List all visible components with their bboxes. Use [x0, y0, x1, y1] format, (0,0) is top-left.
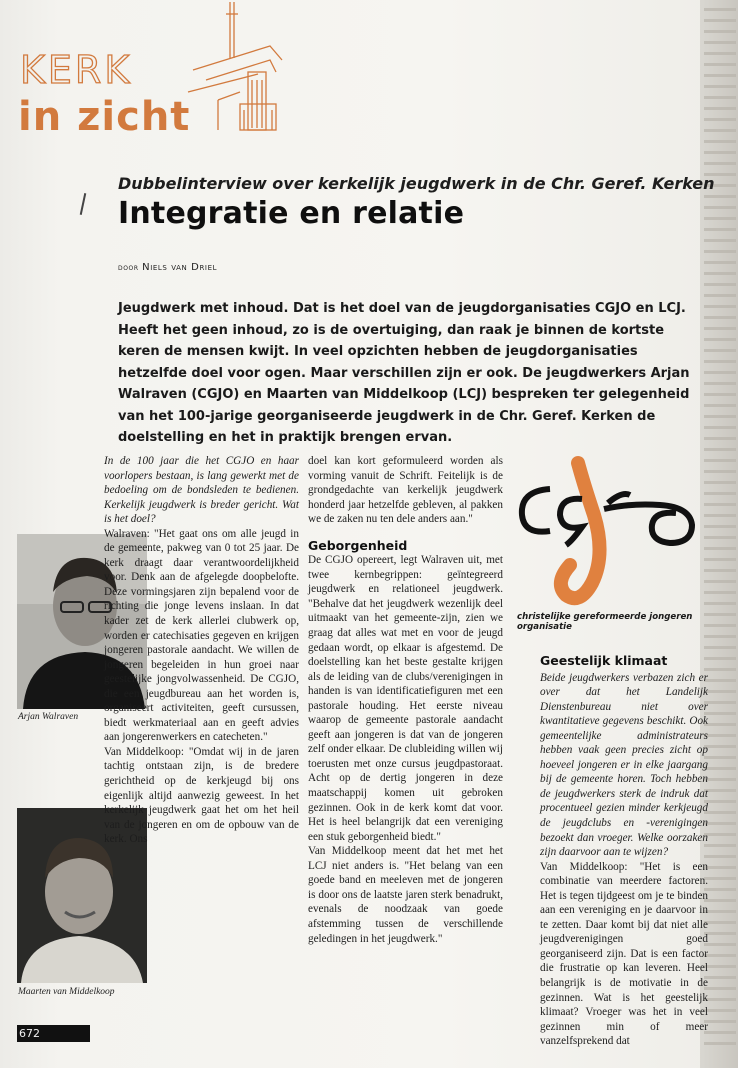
masthead-kerk: KERK: [20, 48, 133, 92]
page-number: 672: [17, 1025, 90, 1042]
interview-question-1: In de 100 jaar die het CGJO en haar voorlopers bestaan, is lang gewerkt met de bedoeling om de bondsleden te bedienen. Kerkelijk jeugdwerk is breder gericht. Wat is het doel?: [104, 455, 299, 526]
interview-question-2: Beide jeugdwerkers verbazen zich er over dat het Landelijk Dienstenbureau niet over kwantitatieve gegevens beschikt. Ook gemeentelijke administrateurs hebben vaak geen precies zicht op hoeveel jongeren er in elke jaargang bij de gemeente horen. Toch hebben de jeugdwerkers sterk de indruk dat procentueel gezien minder kerkjeugd de jeugdclubs en -verenigingen bezoekt dan vroeger. Welke oorzaken zijn daarvoor aan te wijzen?: [540, 671, 708, 859]
subheading-geborgenheid: Geborgenheid: [308, 537, 408, 553]
paragraph-middelkoop-2: Van Middelkoop: "Het is een combinatie van meerdere factoren. Het is tegen tijdgeest om je te binden aan een vereniging en je daarvoor in te zetten. Daar komt bij dat niet alle jeugdverenigingen goed georganiseerd zijn. Dat is een factor die frustratie op kan leveren. Heel belangrijk is de motivatie in de gezinnen. Wat is het geestelijk klimaat? Vroeger was het in veel gezinnen min of meer vanzelfsprekend dat: [540, 860, 708, 1048]
byline-prefix: door: [118, 263, 139, 273]
article-title: Integratie en relatie: [118, 196, 465, 231]
photo-caption-2: Maarten van Middelkoop: [18, 987, 115, 997]
paragraph-middelkoop-1: Van Middelkoop: "Omdat wij in de jaren tachtig ontstaan zijn, is de bredere gerichtheid op de kerkjeugd bij ons eigenlijk altijd aanwezig geweest. In het kerkelijk jeugdwerk gaat het om het heil van de jongeren en om de opbouw van de kerk. Ons: [104, 745, 299, 846]
paragraph-col2-3: Van Middelkoop meent dat het met het LCJ niet anders is. "Het belang van een goede band en meeleven met de jongeren is door ons de laatste jaren sterk benadrukt, evenals de noodzaak van goede afstemming tussen de verschillende geledingen in het jeugdwerk.": [308, 845, 503, 945]
cgjo-logo-tagline: christelijke gereformeerde jongeren organisatie: [517, 612, 693, 632]
article-column-2: [308, 454, 503, 946]
article-column-3: [540, 654, 708, 1049]
paragraph-col2-1: doel kan kort geformuleerd worden als vorming vanuit de Schrift. Feitelijk is de grondgedachte van kerkelijk jeugdwerk honderd jaar hetzelfde gebleven, al pakken we de zaken nu ten dele anders aan.": [308, 455, 503, 526]
byline-author: Niels van Driel: [142, 262, 218, 273]
byline: [118, 262, 217, 273]
cgjo-logo-icon: [510, 455, 700, 610]
article-kicker: Dubbelinterview over kerkelijk jeugdwerk in de Chr. Geref. Kerken: [118, 174, 715, 193]
paragraph-walraven-1: Walraven: "Het gaat ons om alle jeugd in de gemeente, pakweg van 0 tot 25 jaar. De kerk draagt daar verantwoordelijkheid voor. Denk aan de afgelegde doopbelofte. Deze vormingsjaren zijn bepalend voor de richting die jonge levens inslaan. In dat kader zet de kerk allerlei clubwerk op, worden er catechisaties gegeven en krijgen jongeren pastorale aandacht. We willen de jongeren begeleiden in hun groei naar geestelijke jongvolwassenheid. De CGJO, die een jeugdbureau aan het worden is, organiseert activiteiten, geeft cursussen, biedt werkmateriaal aan en geeft advies aan jongerenwerkers en catecheten.": [104, 527, 299, 744]
masthead-in-zicht: in zicht: [18, 94, 191, 140]
lead-paragraph: Jeugdwerk met inhoud. Dat is het doel van de jeugdorganisaties CGJO en LCJ. Heeft het geen inhoud, zo is de overtuiging, dan raak je binnen de kortste keren de mensen kwijt. In veel opzichten hebben de jeugdorganisaties hetzelfde doel voor ogen. Maar verschillen zijn er ook. De jeugdwerkers Arjan Walraven (CGJO) en Maarten van Middelkoop (LCJ) bespreken ter gelegenheid van het 100-jarige georganiseerde jeugdwerk in de Chr. Geref. Kerken de doelstelling en het in praktijk brengen ervan.: [118, 301, 690, 445]
photo-caption-1: Arjan Walraven: [18, 712, 79, 722]
paragraph-col2-2: De CGJO opereert, legt Walraven uit, met twee kernbegrippen: geïntegreerd jeugdwerk en relationeel jeugdwerk. "Behalve dat het jeugdwerk wezenlijk deel uitmaakt van het gemeente-zijn, zien we graag dat alles wat met en voor de jeugd gedaan wordt, op elkaar is afgestemd. De doelstelling kan het beste gestalte krijgen als de leiding van de clubs/verenigingen in handen is van identificatiefiguren met een pastorale houding. Het eerste niveau waarop de gemeente pastorale aandacht geeft aan jongeren is dat van de jongeren zelf onder elkaar. De clubleiding willen wij toerusten met onze cursus jeugdpastoraat. Acht op de dertig jongeren in deze maatschappij komen uit gebroken gezinnen. Ook in de kerk komt dat voor. Het is heel belangrijk dat een vereniging een stuk geborgenheid biedt.": [308, 554, 503, 843]
subheading-geestelijk-klimaat: Geestelijk klimaat: [540, 653, 668, 668]
article-column-1: [104, 454, 299, 847]
church-drawing-icon: [178, 0, 288, 140]
margin-mark: [80, 193, 87, 215]
